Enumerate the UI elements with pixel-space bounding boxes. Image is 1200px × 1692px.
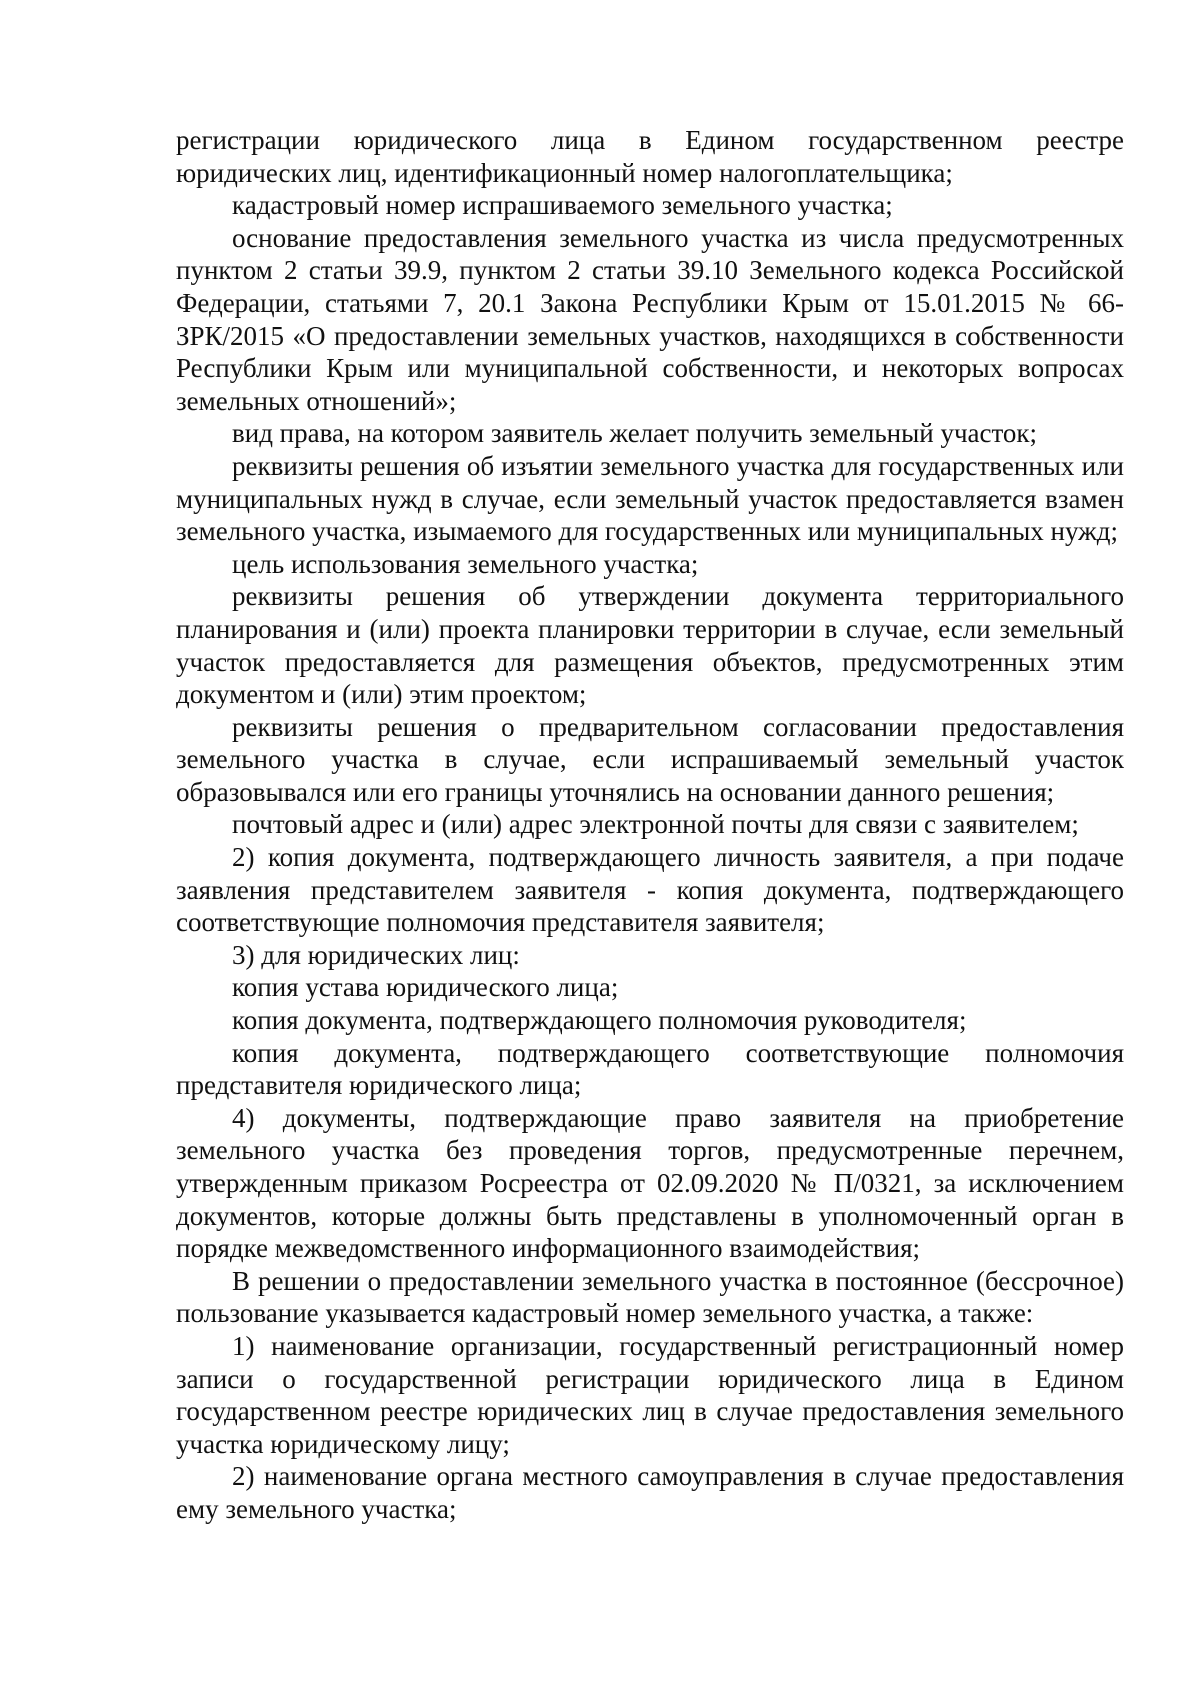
paragraph-decision-contents: В решении о предоставлении земельного участка в постоянное (бессрочное) пользование указывается кадастровый номер земельного участка, а также: [176,1265,1124,1329]
paragraph-planning-decision: реквизиты решения об утверждении документа территориального планирования и (или) проекта планировки территории в случае, если земельный участок предоставляется для размещения объектов, предусмотренных этим документом и (или) этим проектом; [176,581,1124,710]
paragraph-grounds: основание предоставления земельного участка из числа предусмотренных пунктом 2 статьи 39.9, пунктом 2 статьи 39.10 Земельного кодекса Российской Федерации, статьями 7, 20.1 Закона Республики Крым от 15.01.2015 № 66-ЗРК/2015 «О предоставлении земельных участков, находящихся в собственности Республики Крым или муниципальной собственности, и некоторых вопросах земельных отношений»; [176,222,1124,416]
paragraph-item-4-documents: 4) документы, подтверждающие право заявителя на приобретение земельного участка без проведения торгов, предусмотренные перечнем, утвержденным приказом Росреестра от 02.09.2020 № П/0321, за исключением документов, которые должны быть представлены в уполномоченный орган в порядке межведомственного информационного взаимодействия; [176,1102,1124,1264]
paragraph-usage-purpose: цель использования земельного участка; [232,548,699,579]
paragraph-decision-item-1: 1) наименование организации, государственный регистрационный номер записи о государственной регистрации юридического лица в Едином государственном реестре юридических лиц в случае предоставления земельного участка юридическому лицу; [176,1330,1124,1459]
paragraph-right-type: вид права, на котором заявитель желает получить земельный участок; [232,418,1038,449]
paragraph-registration-continuation: регистрации юридического лица в Едином государственном реестре юридических лиц, идентификационный номер налогоплательщика; [176,125,1124,188]
paragraph-contact-address: почтовый адрес и (или) адрес электронной почты для связи с заявителем; [232,809,1079,840]
paragraph-decision-item-2: 2) наименование органа местного самоуправления в случае предоставления ему земельного участка; [176,1461,1124,1524]
paragraph-charter-copy: копия устава юридического лица; [232,972,619,1003]
paragraph-item-3-legal-entities: 3) для юридических лиц: [232,939,520,970]
paragraph-preliminary-approval: реквизиты решения о предварительном согласовании предоставления земельного участка в случае, если испрашиваемый земельный участок образовывался или его границы уточнялись на основании данного решения; [176,711,1124,807]
paragraph-cadastral-number: кадастровый номер испрашиваемого земельного участка; [232,190,893,221]
paragraph-head-authority: копия документа, подтверждающего полномочия руководителя; [232,1005,967,1036]
paragraph-representative-authority: копия документа, подтверждающего соответствующие полномочия представителя юридического лица; [176,1037,1124,1101]
paragraph-item-2-identity: 2) копия документа, подтверждающего личность заявителя, а при подаче заявления представителем заявителя - копия документа, подтверждающего соответствующие полномочия представителя заявителя; [176,842,1124,938]
paragraph-seizure-decision: реквизиты решения об изъятии земельного участка для государственных или муниципальных нужд в случае, если земельный участок предоставляется взамен земельного участка, изымаемого для государственных или муниципальных нужд; [176,450,1124,547]
document-page [176,124,1124,1526]
